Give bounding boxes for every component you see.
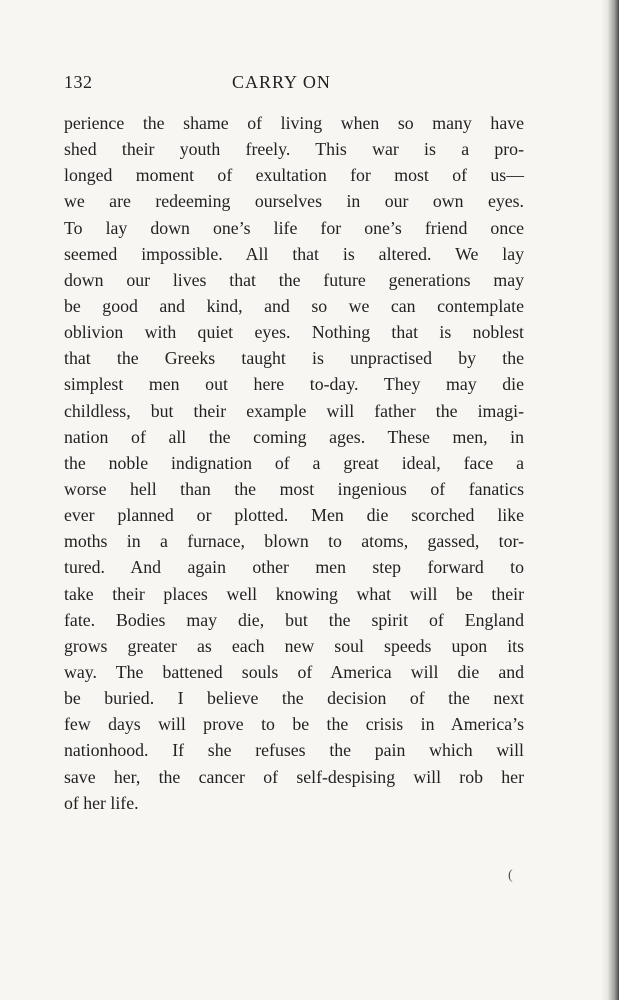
text-line: oblivion with quiet eyes. Nothing that is noblest [64, 322, 524, 343]
text-line: childless, but their example will father the imagi- [64, 400, 524, 421]
text-line: longed moment of exultation for most of us— [64, 165, 524, 186]
page-edge-shadow [601, 0, 619, 1000]
text-line: be good and kind, and so we can contemplate [64, 295, 524, 316]
text-line: few days will prove to be the crisis in America’s [64, 714, 524, 735]
text-line: worse hell than the most ingenious of fanatics [64, 478, 524, 499]
text-line: save her, the cancer of self-despising will rob her [64, 766, 524, 787]
text-line: the noble indignation of a great ideal, face a [64, 452, 524, 473]
text-line: fate. Bodies may die, but the spirit of England [64, 609, 524, 630]
text-line: grows greater as each new soul speeds upon its [64, 635, 524, 656]
text-line: perience the shame of living when so many have [64, 113, 524, 133]
text-line: of her life. [64, 792, 139, 813]
text-line: To lay down one’s life for one’s friend once [64, 217, 524, 238]
text-line: be buried. I believe the decision of the next [64, 688, 524, 709]
text-line: take their places well knowing what will be their [64, 583, 524, 604]
text-line: simplest men out here to-day. They may die [64, 374, 524, 395]
text-line: nationhood. If she refuses the pain which will [64, 740, 524, 761]
text-line: we are redeeming ourselves in our own eyes. [64, 191, 524, 212]
text-line: tured. And again other men step forward to [64, 557, 524, 578]
text-line: way. The battened souls of America will die and [64, 661, 524, 682]
running-title: CARRY ON [232, 72, 331, 92]
text-line: moths in a furnace, blown to atoms, gassed, tor- [64, 531, 524, 552]
body-text [64, 110, 524, 816]
stray-mark: ( [508, 868, 513, 883]
page-number: 132 [64, 72, 93, 92]
text-line: nation of all the coming ages. These men, in [64, 426, 524, 447]
text-line: that the Greeks taught is unpractised by the [64, 348, 524, 369]
text-line: seemed impossible. All that is altered. We lay [64, 243, 524, 264]
text-line: down our lives that the future generations may [64, 269, 524, 290]
text-line: shed their youth freely. This war is a pro- [64, 139, 524, 160]
text-line: ever planned or plotted. Men die scorched like [64, 505, 524, 526]
page-header [64, 72, 524, 98]
